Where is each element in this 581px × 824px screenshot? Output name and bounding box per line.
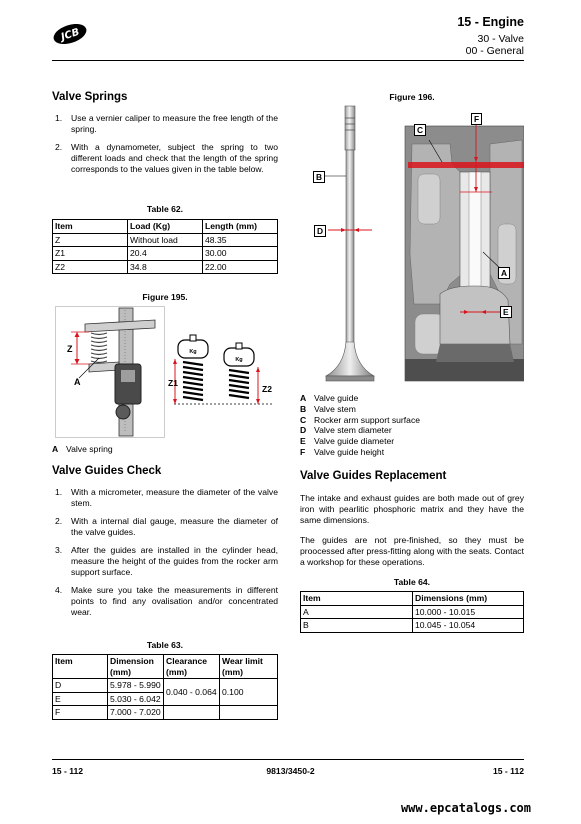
table64	[300, 591, 524, 633]
watermark-link[interactable]: www.epcatalogs.com	[400, 801, 531, 815]
table-header: Wear limit (mm)	[220, 655, 278, 679]
header-rule	[52, 60, 524, 61]
subsection-title: 30 - Valve	[477, 33, 524, 45]
table-header: Load (Kg)	[128, 220, 203, 234]
table-header: Clearance (mm)	[164, 655, 220, 679]
valve-springs-heading: Valve Springs	[52, 91, 128, 103]
valve-guide-figure	[300, 104, 524, 386]
label-a: A	[498, 267, 510, 279]
table63-caption: Table 63.	[146, 640, 184, 650]
valve-guides-replacement-heading: Valve Guides Replacement	[300, 470, 447, 482]
table-row: A 10.000 - 10.015	[301, 605, 524, 619]
table64-caption: Table 64.	[393, 577, 431, 587]
table63	[52, 654, 278, 720]
label-b: B	[313, 171, 325, 183]
table62-caption: Table 62.	[146, 204, 184, 214]
legend-item: A Valve guide	[300, 393, 359, 403]
figure196-legend	[300, 393, 420, 458]
footer-page-left: 15 - 112	[52, 766, 84, 776]
footer-rule	[52, 759, 524, 760]
table-header: Length (mm)	[203, 220, 278, 234]
legend-item: B Valve stem	[300, 403, 356, 414]
svg-text:JCB: JCB	[59, 26, 81, 44]
figure196-caption: Figure 196.	[389, 92, 435, 102]
list-item: 3. After the guides are installed in the cylinder head, measure the height of the guides from the rocker arm support surface.	[55, 545, 278, 577]
label-f: F	[471, 113, 482, 125]
label-z1: Z1	[168, 378, 178, 388]
table-header: Dimensions (mm)	[413, 592, 524, 606]
table-header: Dimension (mm)	[108, 655, 164, 679]
figure195-caption: Figure 195.	[142, 292, 188, 302]
list-item: 2. With a dynamometer, subject the spring to two different loads and check that the length of the spring corresponds to the values given in the table below.	[55, 142, 278, 174]
table62	[52, 219, 278, 274]
table-row: Z Without load 48.35	[53, 233, 278, 247]
table-row: E 5.030 - 6.042	[53, 692, 278, 706]
legend-item: A Valve spring	[52, 444, 113, 454]
list-item: 1. With a micrometer, measure the diameter of the valve stem.	[55, 487, 278, 508]
topic-title: 00 - General	[465, 45, 524, 57]
weight-label: Kg	[235, 357, 243, 363]
weight-label: Kg	[189, 349, 197, 355]
caliper-figure	[55, 306, 165, 438]
paragraph: The guides are not pre-finished, so they must be proocessed after press-fitting along with the seats. Contact a workshop for these operations.	[300, 535, 524, 567]
section-title: 15 - Engine	[457, 15, 524, 29]
list-item: 1. Use a vernier caliper to measure the free length of the spring.	[55, 113, 278, 134]
valve-springs-steps	[55, 113, 278, 182]
table-row: F 7.000 - 7.020	[53, 706, 278, 720]
footer-doc-number: 9813/3450-2	[266, 766, 315, 776]
label-z2: Z2	[262, 384, 272, 394]
valve-guides-check-steps	[55, 487, 278, 625]
table-row: B 10.045 - 10.054	[301, 619, 524, 633]
label-a: A	[74, 377, 81, 387]
jcb-logo	[52, 24, 88, 44]
label-z: Z	[67, 344, 73, 354]
clearance-cell: 0.040 - 0.064	[164, 679, 220, 706]
paragraph: The intake and exhaust guides are both made out of grey iron with pearlitic phosphoric matrix and they have the same dimensions.	[300, 493, 524, 525]
label-d: D	[314, 225, 326, 237]
legend-item: F Valve guide height	[300, 446, 385, 457]
table-row: Z2 34.8 22.00	[53, 260, 278, 274]
legend-item: D Valve stem diameter	[300, 425, 392, 436]
figure195-legend	[52, 444, 113, 455]
footer-page-right: 15 - 112	[492, 766, 524, 776]
table-row: D 5.978 - 5.990 0.040 - 0.064 0.100	[53, 679, 278, 693]
wear-limit-cell: 0.100	[220, 679, 278, 706]
table-header: Item	[53, 220, 128, 234]
label-e: E	[500, 306, 512, 318]
spring-load-figure	[168, 334, 280, 412]
valve-guides-check-heading: Valve Guides Check	[52, 465, 162, 477]
list-item: 2. With a internal dial gauge, measure the diameter of the valve guides.	[55, 516, 278, 537]
legend-item: C Rocker arm support surface	[300, 414, 421, 425]
table-header: Item	[53, 655, 108, 679]
legend-item: E Valve guide diameter	[300, 436, 395, 447]
list-item: 4. Make sure you take the measurements in different points to find any ovalisation and/or concentrated wear.	[55, 585, 278, 617]
label-c: C	[414, 124, 426, 136]
table-header: Item	[301, 592, 413, 606]
table-row: Z1 20.4 30.00	[53, 247, 278, 261]
